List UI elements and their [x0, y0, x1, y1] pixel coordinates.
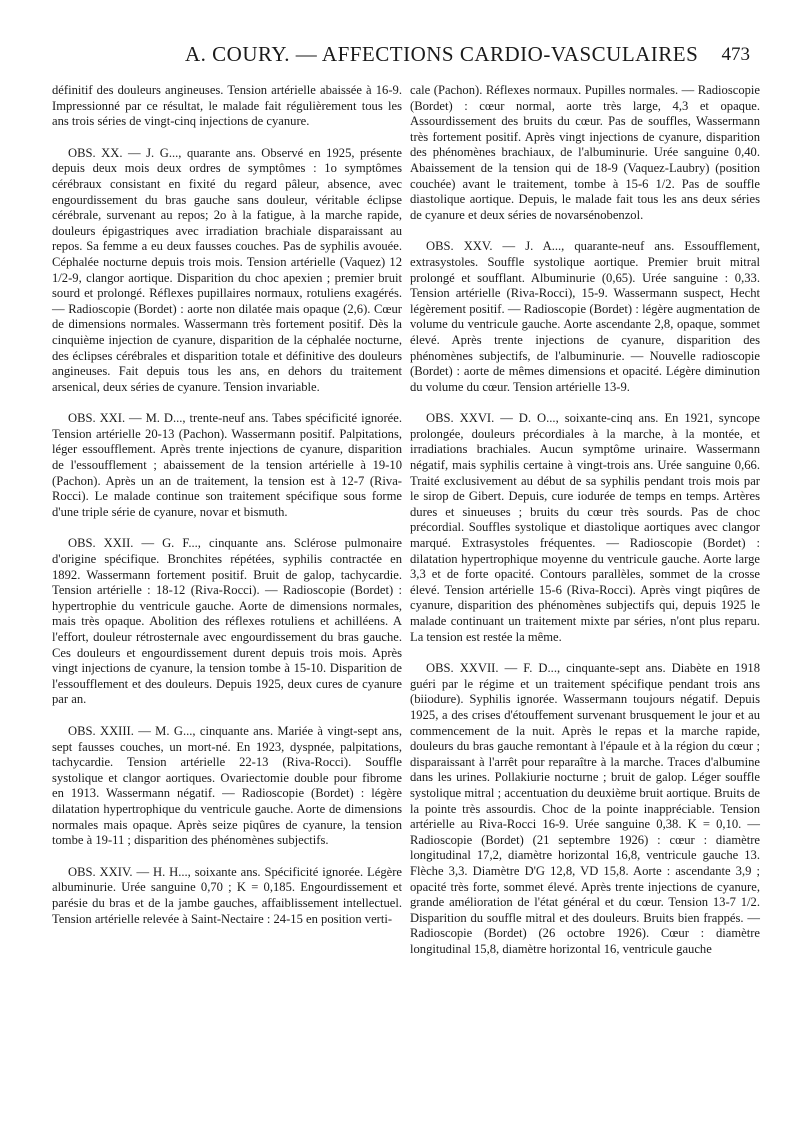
- paragraph-continuation: définitif des douleurs angineuses. Tension artérielle abaissée à 16-9. Impressionné par ce résultat, le malade fait régulièrement tous les ans trois séries de vingt-cinq injections de cyanure.: [52, 83, 402, 129]
- page-number: 473: [721, 44, 750, 65]
- observation-xxv: OBS. XXV. — J. A..., quarante-neuf ans. Essoufflement, extrasystoles. Souffle systolique aortique. Premier bruit mitral prolongé et soufflant. Albuminurie (0,65). Urée sanguine : 0,33. Tension artérielle (Riva-Rocci), 15-9. Wassermann suspect, Hecht légèrement positif. — Radioscopie (Bordet) : légère augmentation de volume du ventricule gauche. Aorte ascendante 2,8, opaque, sommet élevé. Après trente injections de cyanure, disparition des phénomènes subjectifs, de l'albuminurie. — Nouvelle radioscopie (Bordet) : aorte de mêmes dimensions et opacité. Légère diminution du volume du cœur. Tension artérielle 13-9.: [410, 239, 760, 394]
- observation-xxvi: OBS. XXVI. — D. O..., soixante-cinq ans. En 1921, syncope prolongée, douleurs précordiales à la marche, à la montée, et irradiations brachiales. Aucun symptôme urinaire. Wassermann négatif, mais syphilis certaine à vingt-trois ans. Urée sanguine 0,66. Traité exclusivement au début de sa syphilis pendant trois mois par le sirop de Gibert. Depuis, cure iodurée de temps en temps. Artères dures et sinueuses ; bruits du cœur très sourds. Pas de choc précordial. Souffles systolique et diastolique aortiques avec clangor marqué. Extrasystoles fréquentes. — Radioscopie (Bordet) : dilatation hypertrophique moyenne du ventricule gauche. Aorte large 3,3 et de forte opacité. Contours parallèles, sommet de la crosse élevé. Tension artérielle 15-6 (Riva-Rocci). Après vingt piqûres de cyanure, disparition des phénomènes subjectifs qui, depuis 1925 le malade continuant un traitement mixte par séries, n'ont plus reparu. La tension est restée la même.: [410, 411, 760, 644]
- right-column: [410, 83, 760, 957]
- observation-xxi: OBS. XXI. — M. D..., trente-neuf ans. Tabes spécificité ignorée. Tension artérielle 20-13 (Pachon). Wassermann positif. Palpitations, léger essoufflement. Après trente injections de cyanure, disparition de l'essoufflement ; abaissement de la tension artérielle à 19-10 (Pachon). Après un an de traitement, la tension est à 12-7 (Riva-Rocci). Le malade continue son traitement spécifique sous forme d'une triple série de cyanure, novar et bismuth.: [52, 411, 402, 519]
- observation-xx: OBS. XX. — J. G..., quarante ans. Observé en 1925, présente depuis deux mois deux ordres de symptômes : 1o symptômes cérébraux consistant en fixité du regard pâleur, absence, avec engourdissement du bras gauche sans douleur, véritable éclipse cérébrale, survenant au repos; 2o à la fatigue, à la marche rapide, douleurs épigastriques avec irradiation brachiale disparaissant au repos. Sa femme a eu deux fausses couches. Pas de syphilis avouée. Céphalée nocturne depuis trois mois. Tension artérielle (Vaquez) 12 1/2-9, clangor aortique. Disparition du choc apexien ; premier bruit sourd et prolongé. Réflexes pupillaires normaux, rotuliens exagérés. — Radioscopie (Bordet) : aorte non dilatée mais opaque (2,6). Cœur de dimensions normales. Wassermann très fortement positif. Dès la cinquième injection de cyanure, disparition de la céphalée nocturne, des éclipses cérébrales et disparition totale et définitive des douleurs angineuses. Fait depuis tous les ans, en dehors du traitement arsenical, deux séries de cyanure. Tension invariable.: [52, 145, 402, 394]
- running-title: A. COURY. — AFFECTIONS CARDIO-VASCULAIRES: [185, 42, 699, 66]
- observation-xxii: OBS. XXII. — G. F..., cinquante ans. Sclérose pulmonaire d'origine spécifique. Bronchites répétées, syphilis contractée en 1892. Wassermann fortement positif. Bruit de galop, tachycardie. Tension artérielle : 18-12 (Riva-Rocci). — Radioscopie (Bordet) : hypertrophie du ventricule gauche. Aorte de dimensions normales, mais très opaque. Abolition des réflexes rotuliens et achilléens. A l'effort, douleur rétrosternale avec engourdissement du bras gauche. Ces douleurs et engourdissement durent depuis trois mois. Après vingt injections de cyanure, la tension tombe à 15-10. Disparition de l'essoufflement et des douleurs. Depuis 1925, deux cures de cyanure par an.: [52, 536, 402, 707]
- paragraph-continuation-xxiv: cale (Pachon). Réflexes normaux. Pupilles normales. — Radioscopie (Bordet) : cœur normal, aorte très large, 4,3 et opaque. Assourdissement des bruits du cœur. Pas de souffles, Wassermann très fortement positif. Après vingt injections de cyanure, disparition des phénomènes brachiaux, de l'albuminurie. Urée sanguine 0,40. Abaissement de la tension qui de 18-9 (Vaquez-Laubry) (position couchée) avant le traitement, tombe à 15-6 1/2. Pas de souffle diastolique aortique. Depuis, le malade fait tous les ans deux séries de cyanure et deux séries de novarsénobenzol.: [410, 83, 760, 222]
- observation-xxvii: OBS. XXVII. — F. D..., cinquante-sept ans. Diabète en 1918 guéri par le régime et un traitement spécifique pendant trois ans (biiodure). Syphilis ignorée. Wassermann toujours négatif. Depuis 1925, a des crises d'étouffement survenant brusquement le jour et au commencement de la nuit. Après le repas et la marche rapide, douleurs du bras gauche remontant à l'épaule et à la région du cœur ; disparaissant à l'arrêt pour reparaître à la marche. Traces d'albumine dans les urines. Pollakiurie nocturne ; bruit de galop. Léger souffle systolique mitral ; accentuation du deuxième bruit aortique. Bruits de la pointe très assourdis. Choc de la pointe inappréciable. Tension artérielle au Riva-Rocci 16-9. Urée sanguine 0,38. K = 0,10. — Radioscopie (Bordet) (21 septembre 1926) : cœur : diamètre longitudinal 17,2, diamètre horizontal 16,8, ventricule gauche 13. Flèche 3,3. Diamètre D'G 12,8, VD 15,8. Aorte : ascendante 3,9 ; opacité très forte, sommet élevé. Après trente injections de cyanure, grande amélioration de l'état général et du cœur. Tension 13-7 1/2. Disparition du souffle mitral et des douleurs. Bruits bien frappés. — Radioscopie (Bordet) (26 octobre 1926). Cœur : diamètre longitudinal 15,8, diamètre horizontal 16, ventricule gauche: [410, 661, 760, 956]
- page-header: [40, 42, 760, 78]
- observation-xxiv: OBS. XXIV. — H. H..., soixante ans. Spécificité ignorée. Légère albuminurie. Urée sanguine 0,70 ; K = 0,185. Engourdissement et parésie du bras et de la jambe gauches, affaiblissement intellectuel. Tension artérielle relevée à Saint-Nectaire : 24-15 en position verti-: [52, 864, 402, 926]
- left-column: [52, 83, 402, 927]
- observation-xxiii: OBS. XXIII. — M. G..., cinquante ans. Mariée à vingt-sept ans, sept fausses couches, un mort-né. En 1923, dyspnée, palpitations, tachycardie. Tension artérielle 22-13 (Riva-Rocci). Souffle systolique et clangor aortiques. Ovariectomie double pour fibrome en 1913. Wassermann négatif. — Radioscopie (Bordet) : légère dilatation hypertrophique du ventricule gauche. Aorte de dimensions normales mais opaque. Après seize piqûres de cyanure, la tension tombe à 19-11 ; disparition des phénomènes subjectifs.: [52, 723, 402, 848]
